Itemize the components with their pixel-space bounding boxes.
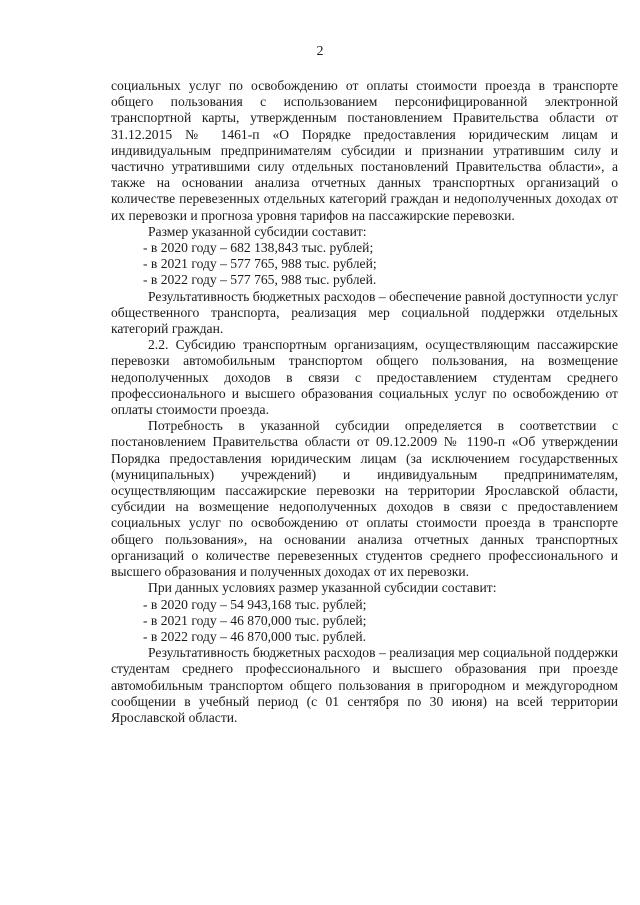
subsidy-2020: - в 2020 году – 682 138,843 тыс. рублей; [143, 240, 374, 256]
document-body [111, 78, 618, 726]
subsidy-2021: - в 2021 году – 577 765, 988 тыс. рублей; [143, 256, 377, 272]
paragraph-need: Потребность в указанной субсидии определяется в соответствии с постановлением Правительства области от 09.12.2009 № 1190-п «Об утверждении Порядка предоставления юридическим лицам (за исключением государственных (муниципальных) учреждений) и индивидуальным предпринимателям, осуществляющим пассажирские перевозки на территории Ярославской области, субсидии на возмещение недополученных доходов в связи с предоставлением социальных услуг по освобождению от оплаты стоимости проезда в транспорте общего пользования», на основании анализа отчетных данных транспортных организаций о количестве перевезенных студентов среднего профессионального и высшего образования и полученных доходах от их перевозки. [111, 418, 618, 580]
student-subsidy-2020: - в 2020 году – 54 943,168 тыс. рублей; [143, 596, 367, 612]
subsidy-size-heading-2: При данных условиях размер указанной субсидии составит: [148, 580, 497, 596]
student-subsidy-2021: - в 2021 году – 46 870,000 тыс. рублей; [143, 612, 367, 628]
student-subsidy-2022: - в 2022 году – 46 870,000 тыс. рублей. [143, 628, 367, 644]
subsidy-size-heading: Размер указанной субсидии составит: [148, 223, 367, 239]
page-number: 2 [316, 44, 324, 59]
subsidy-2022: - в 2022 году – 577 765, 988 тыс. рублей. [143, 272, 377, 288]
paragraph-results-2: Результативность бюджетных расходов – реализация мер социальной поддержки студентам среднего профессионального и высшего образования при проезде автомобильным транспортом общего пользования в пригородном и междугородном сообщении в учебный период (с 01 сентября по 30 июня) на всей территории Ярославской области. [111, 645, 618, 725]
paragraph-transport-card: социальных услуг по освобождению от оплаты стоимости проезда в транспорте общего пользования с использованием персонифицированной электронной транспортной карты, утвержденным постановлением Правительства области от 31.12.2015 № 1461-п «О Порядке предоставления юридическим лицам и индивидуальным предпринимателям субсидии и признании утратившим силу и частично утратившими силу отдельных постановлений Правительства области», а также на основании анализа отчетных данных транспортных организаций о количестве перевезенных отдельных категорий граждан и недополученных доходах от их перевозки и прогноза уровня тарифов на пассажирские перевозки. [111, 78, 618, 223]
paragraph-section-2-2: 2.2. Субсидию транспортным организациям, осуществляющим пассажирские перевозки автомобильным транспортом общего пользования, на возмещение недополученных доходов в связи с предоставлением студентам среднего профессионального и высшего образования социальных услуг по освобождению от оплаты стоимости проезда. [111, 337, 618, 418]
paragraph-results-1: Результативность бюджетных расходов – обеспечение равной доступности услуг общественного транспорта, реализация мер социальной поддержки отдельных категорий граждан. [111, 288, 618, 337]
